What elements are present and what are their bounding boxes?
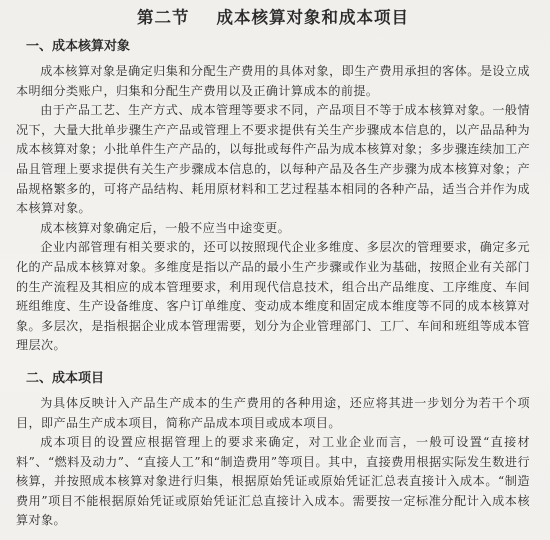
paragraph: 成本核算对象是确定归集和分配生产费用的具体对象，即生产费用承担的客体。是设立成本明细分类账户，归集和分配生产费用以及正确计算成本的前提。 bbox=[16, 64, 530, 98]
chapter-title: 第二节 成本核算对象和成本项目 bbox=[137, 8, 409, 27]
section-heading: 一、成本核算对象 bbox=[26, 39, 131, 54]
paragraph: 成本项目的设置应根据管理上的要求来确定，对工业企业而言，一般可设置“直接材料”、“燃料及动力”、“直接人工”和“制造费用”等项目。其中，直接费用根据实际发生数进行核算，并按照成本核算对象进行归集，根据原始凭证或原始凭证汇总表直接计入成本。“制造费用”项目不能根据原始凭证或原始凭证汇总直接计入成本。需要按一定标准分配计入成本核算对象。 bbox=[16, 435, 530, 528]
section-cost-items bbox=[16, 368, 530, 531]
paragraph: 由于产品工艺、生产方式、成本管理等要求不同，产品项目不等于成本核算对象。一般情况下，大量大批单步骤生产产品或管理上不要求提供有关生产步骤成本信息的，以产品品种为成本核算对象；小批单件生产产品的，以每批或每件产品为成本核算对象；多步骤连续加工产品且管理上要求提供有关生产步骤成本信息的，以每种产品及各生产步骤为成本核算对象；产品规格繁多的，可将产品结构、耗用原材料和工艺过程基本相同的各种产品，适当合并作为成本核算对象。 bbox=[16, 103, 530, 216]
section-gap bbox=[16, 356, 530, 362]
section-heading: 二、成本项目 bbox=[26, 370, 105, 386]
section-cost-accounting-object bbox=[16, 36, 530, 356]
paragraph: 为具体反映计入产品生产成本的生产费用的各种用途，还应将其进一步划分为若干个项目，即产品生产成本项目，简称产品成本项目或成本项目。 bbox=[16, 395, 530, 430]
paragraph: 企业内部管理有相关要求的，还可以按照现代企业多维度、多层次的管理要求，确定多元化的产品成本核算对象。多维度是指以产品的最小生产步骤或作业为基础，按照企业有关部门的生产流程及其相应的成本管理要求，利用现代信息技术，组合出产品维度、工序维度、车间班组维度、生产设备维度、客户订单维度、变动成本维度和固定成本维度等不同的成本核算对象。多层次，是指根据企业成本管理需要，划分为企业管理部门、工厂、车间和班组等成本管理层次。 bbox=[16, 240, 530, 353]
paragraph: 成本核算对象确定后，一般不应当中途变更。 bbox=[40, 220, 291, 235]
